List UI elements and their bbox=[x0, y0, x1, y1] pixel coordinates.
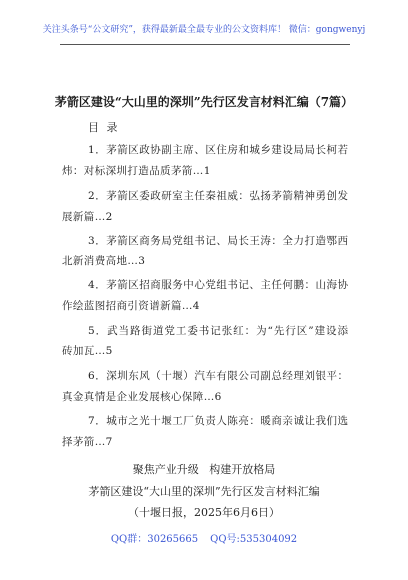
header-divider bbox=[60, 44, 350, 45]
toc-item-line: 北新消费高地…3 bbox=[62, 255, 146, 267]
toc-item-line: 4．茅箭区招商服务中心党组书记、主任何鹏：山海协 bbox=[88, 279, 348, 291]
toc-item-line: 1．茅箭区政协副主席、区住房和城乡建设局局长柯若 bbox=[88, 144, 348, 156]
qq-group: QQ群：30265665 bbox=[110, 534, 199, 545]
toc-item-line: 6．深圳东风（十堰）汽车有限公司副总经理刘银平： bbox=[88, 370, 348, 382]
toc-item-line: 5．武当路街道党工委书记张红：为“先行区”建设添 bbox=[88, 325, 348, 337]
toc-item-line: 砖加瓦…5 bbox=[62, 345, 113, 357]
source-line: （十堰日报，2025年6月6日） bbox=[128, 506, 280, 519]
toc-item-line: 展新篇…2 bbox=[62, 211, 113, 223]
toc-item-line: 择茅箭…7 bbox=[62, 436, 113, 448]
toc-item-line: 7．城市之光十堰工厂负责人陈亮：暖商亲诚让我们选 bbox=[88, 415, 348, 427]
toc-item-line: 真金真情是企业发展核心保障…6 bbox=[62, 391, 222, 403]
header-notice: 关注头条号“公文研究”，获得最新最全最专业的公文资料库！ 微信：gongwenyj bbox=[42, 25, 366, 35]
qq-number: QQ号:535304092 bbox=[210, 534, 298, 545]
footer-contact bbox=[0, 533, 408, 547]
toc-item-line: 炜：对标深圳打造品质茅箭…1 bbox=[62, 165, 211, 177]
toc-item-line: 3．茅箭区商务局党组书记、局长王涛：全力打造鄂西 bbox=[88, 235, 348, 247]
toc-item-line: 作绘蓝图招商引资谱新篇…4 bbox=[62, 300, 200, 312]
collection-title: 茅箭区建设“大山里的深圳”先行区发言材料汇编 bbox=[88, 485, 320, 498]
toc-item-line: 2．茅箭区委政研室主任秦祖威：弘扬茅箭精神勇创发 bbox=[88, 190, 348, 202]
section-heading: 聚焦产业升级 构建开放格局 bbox=[132, 463, 276, 476]
toc-heading: 目 录 bbox=[88, 121, 120, 134]
document-title: 茅箭区建设“大山里的深圳”先行区发言材料汇编（7篇） bbox=[54, 95, 354, 109]
